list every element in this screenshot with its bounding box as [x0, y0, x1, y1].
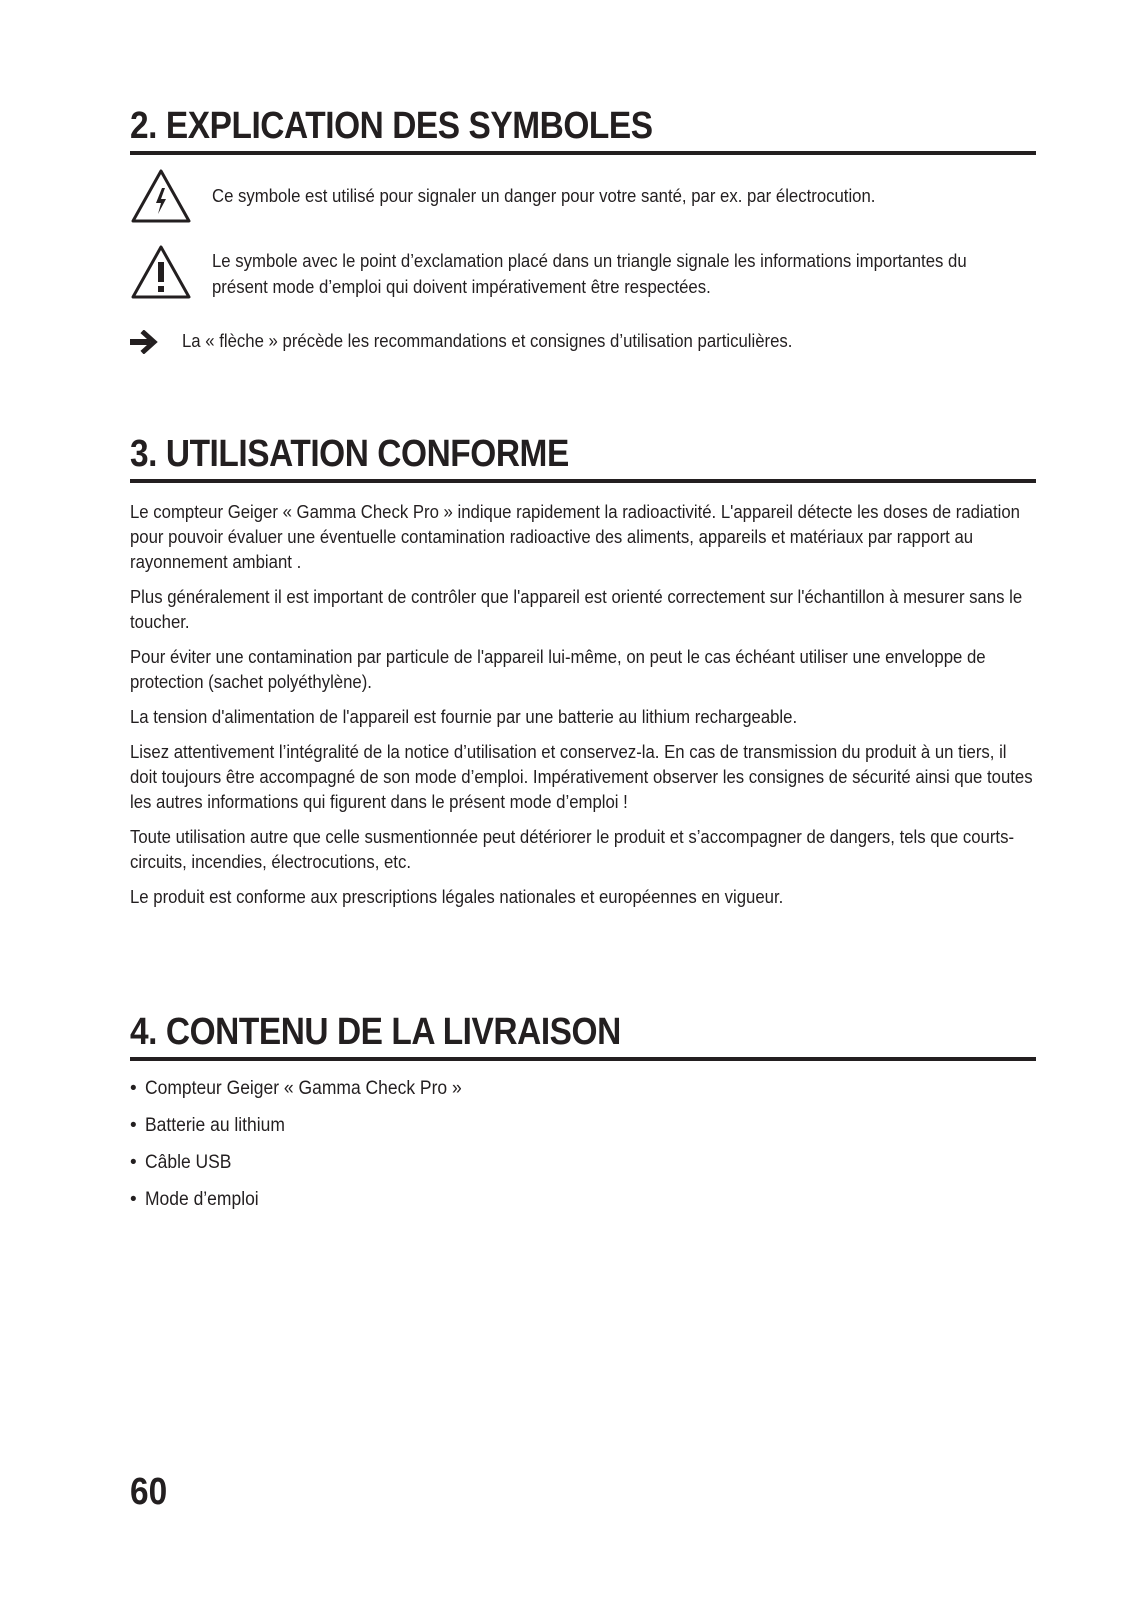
list-item: [130, 1150, 1036, 1187]
bullet: •: [130, 1189, 137, 1210]
list-item: [130, 1113, 1036, 1150]
delivery-contents-list: [130, 1076, 1036, 1224]
list-item: [130, 1187, 1036, 1224]
symbol-electric-text: Ce symbole est utilisé pour signaler un danger pour votre santé, par ex. par électrocution.: [212, 186, 876, 206]
bullet: •: [130, 1115, 137, 1136]
paragraph: Lisez attentivement l’intégralité de la notice d’utilisation et conservez-la. En cas de transmission du produit à un tiers, il doit toujours être accompagné de son mode d’emploi. Impérativement observer les consignes de sécurité ainsi que toutes les autres informations qui figurent dans le présent mode d’emploi !: [130, 742, 1033, 812]
symbol-exclamation-text: Le symbole avec le point d’exclamation placé dans un triangle signale les informations importantes du présent mode d’emploi qui doivent impérativement être respectées.: [212, 251, 967, 297]
paragraph: Le produit est conforme aux prescriptions légales nationales et européennes en vigueur.: [130, 887, 784, 907]
paragraph: Toute utilisation autre que celle susmentionnée peut détériorer le produit et s’accompagner de dangers, tels que courts-circuits, incendies, électrocutions, etc.: [130, 827, 1015, 872]
section-4-rule: [130, 1057, 1036, 1061]
section-4-heading: 4. CONTENU DE LA LIVRAISON: [130, 1011, 621, 1053]
section-2-heading: 2. EXPLICATION DES SYMBOLES: [130, 105, 653, 147]
paragraph: Le compteur Geiger « Gamma Check Pro » indique rapidement la radioactivité. L'appareil détecte les doses de radiation pour pouvoir évaluer une éventuelle contamination radioactive des aliments, appareils et matériaux par rapport au rayonnement ambiant .: [130, 502, 1020, 572]
exclamation-warning-icon: [130, 244, 192, 300]
list-item-label: Câble USB: [145, 1152, 232, 1173]
paragraph: La tension d'alimentation de l'appareil est fournie par une batterie au lithium rechargeable.: [130, 707, 798, 727]
list-item-label: Batterie au lithium: [145, 1115, 285, 1136]
section-3-heading: 3. UTILISATION CONFORME: [130, 433, 569, 475]
bullet: •: [130, 1152, 137, 1173]
section-3-body: [130, 500, 1036, 920]
list-item-label: Compteur Geiger « Gamma Check Pro »: [145, 1078, 462, 1099]
paragraph: Pour éviter une contamination par particule de l'appareil lui-même, on peut le cas échéant utiliser une enveloppe de protection (sachet polyéthylène).: [130, 647, 986, 692]
manual-page: [130, 0, 1036, 1601]
page-number: 60: [130, 1471, 168, 1513]
arrow-right-icon: [130, 330, 160, 354]
high-voltage-warning-icon: [130, 168, 192, 224]
list-item: [130, 1076, 1036, 1113]
section-2-rule: [130, 151, 1036, 155]
bullet: •: [130, 1078, 137, 1099]
paragraph: Plus généralement il est important de contrôler que l'appareil est orienté correctement sur l'échantillon à mesurer sans le toucher.: [130, 587, 1023, 632]
symbol-arrow-text: La « flèche » précède les recommandations et consignes d’utilisation particulières.: [182, 331, 793, 351]
list-item-label: Mode d’emploi: [145, 1189, 259, 1210]
section-3-rule: [130, 479, 1036, 483]
